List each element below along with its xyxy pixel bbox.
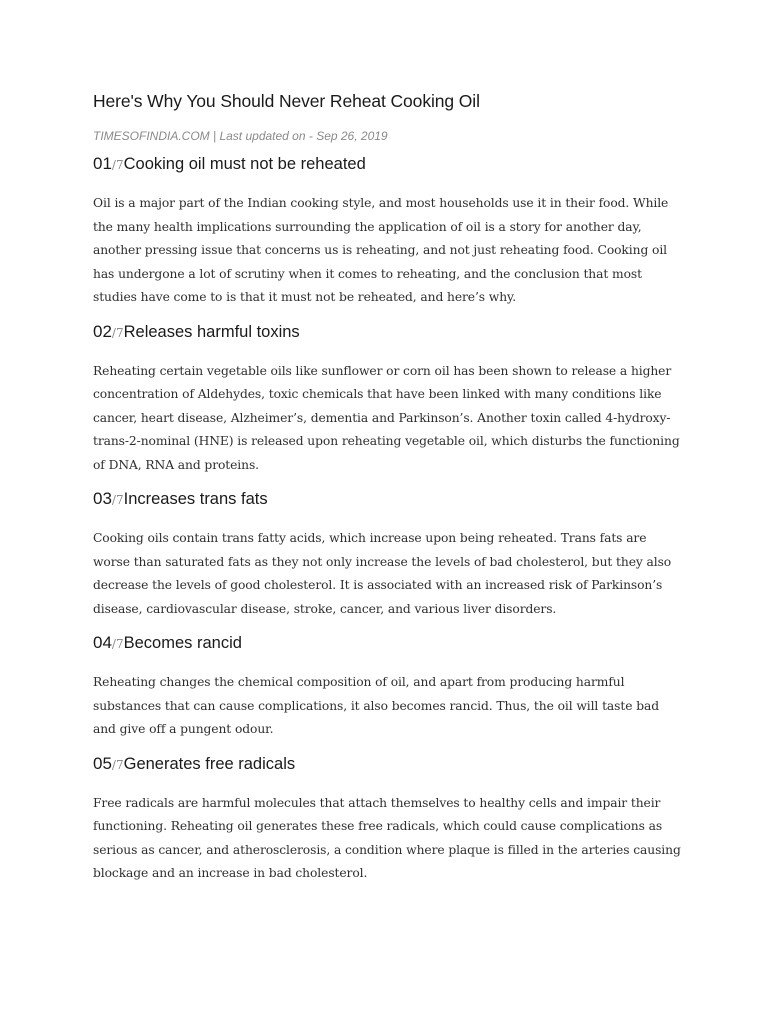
section-number: 01 [93,154,112,173]
section-number: 04 [93,633,112,652]
section-heading [93,487,683,512]
section-5 [93,752,683,886]
section-1 [93,152,683,310]
section-count: /7 [111,757,124,772]
section-count: /7 [111,637,124,651]
section-number: 03 [93,489,112,508]
section-title: Increases trans fats [123,490,268,508]
section-2 [93,320,683,478]
section-title: Generates free radicals [123,754,296,773]
article-byline: TIMESOFINDIA.COM | Last updated on - Sep 26, 2019 [93,129,388,143]
section-heading [93,152,683,177]
section-body: Reheating certain vegetable oils like sunflower or corn oil has been shown to release a higher concentration of Aldehydes, toxic chemicals that have been linked with many conditions like cancer, heart disease, Alzheimer’s, dementia and Parkinson’s. Another toxin called 4-hydroxy-trans-2-nominal (HNE) is released upon reheating vegetable oil, which disturbs the functioning of DNA, RNA and proteins. [93,363,680,472]
section-heading [93,752,683,777]
article [93,88,683,896]
section-title: Releases harmful toxins [123,322,300,341]
section-body: Oil is a major part of the Indian cooking style, and most households use it in their food. While the many health implications surrounding the application of oil is a story for another day, another pressing issue that concerns us is reheating, and not just reheating food. Cooking oil has undergone a lot of scrutiny when it comes to reheating, and the conclusion that most studies have come to is that it must not be reheated, and here’s why. [93,196,669,304]
section-count: /7 [111,325,124,340]
article-title: Here's Why You Should Never Reheat Cooking Oil [93,91,480,111]
section-count: /7 [111,158,124,172]
section-heading [93,631,683,656]
section-4 [93,631,683,742]
section-title: Cooking oil must not be reheated [123,155,366,173]
section-body: Free radicals are harmful molecules that attach themselves to healthy cells and impair their functioning. Reheating oil generates these free radicals, which could cause complications as serious as cancer, and atherosclerosis, a condition where plaque is filled in the arteries causing blockage and an increase in bad cholesterol. [93,795,681,880]
section-body: Reheating changes the chemical composition of oil, and apart from producing harmful substances that can cause complications, it also becomes rancid. Thus, the oil will taste bad and give off a pungent odour. [93,675,659,736]
section-3 [93,487,683,621]
section-number: 05 [93,753,112,773]
section-count: /7 [111,493,124,507]
section-heading [93,320,683,345]
section-number: 02 [93,321,112,341]
section-title: Becomes rancid [123,634,242,652]
section-body: Cooking oils contain trans fatty acids, which increase upon being reheated. Trans fats are worse than saturated fats as they not only increase the levels of bad cholesterol, but they also decrease the levels of good cholesterol. It is associated with an increased risk of Parkinson’s disease, cardiovascular disease, stroke, cancer, and various liver disorders. [93,531,672,616]
